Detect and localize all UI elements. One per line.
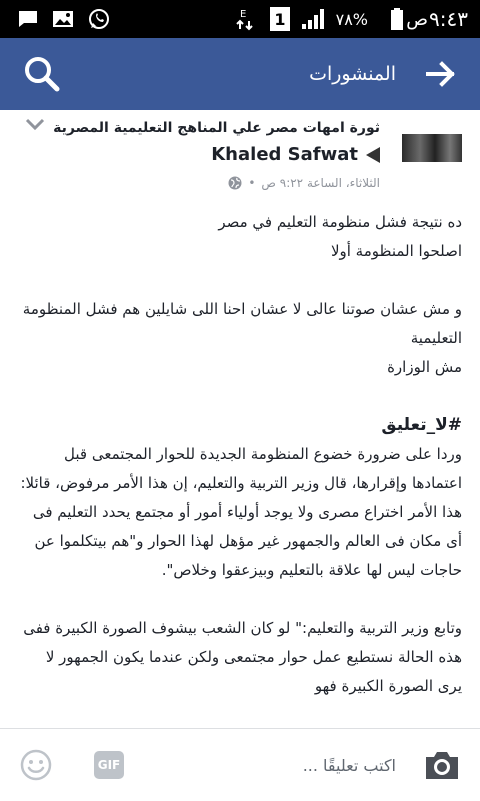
- post-line: وتابع وزير التربية والتعليم:" لو كان الشعب بيشوف الصورة الكبيرة ففى هذه الحالة نستطيع عمل حوار مجتمعى ولكن عندما يكون الجمهور لا يرى الصورة الكبيرة فهو: [23, 619, 462, 695]
- camera-icon[interactable]: [422, 745, 462, 785]
- search-icon[interactable]: [22, 54, 62, 94]
- comment-input[interactable]: اكتب تعليقًا ...: [302, 755, 396, 775]
- battery-icon: [390, 0, 404, 38]
- data-arrows-icon: [236, 0, 254, 38]
- app-bar: [0, 38, 480, 110]
- post-line: اصلحوا المنظومة أولا: [330, 242, 462, 260]
- page-title: المنشورات: [309, 63, 396, 85]
- chat-icon: [18, 0, 38, 38]
- post-line: وردا على ضرورة خضوع المنظومة الجديدة للحوار المجتمعى قبل اعتمادها وإقرارها، قال وزير التربية والتعليم، إن هذا الأمر مرفوض، قائلا: هذا الأمر اختراع مصرى ولا يوجد أولياء أمور أو مجتمع يحدد التعليم فى أى مكان فى العالم والجمهور غير مؤهل لهذا الحوار و"هم بيتكلموا عن حاجات ليس لها علاقة بالتعليم وبيزعقوا وخلاص".: [20, 445, 462, 579]
- chevron-down-icon[interactable]: [24, 116, 46, 132]
- globe-icon: [228, 176, 242, 190]
- time-period: ص: [406, 8, 428, 30]
- clock-time: ٩:٤٣: [429, 7, 468, 31]
- smiley-icon[interactable]: [20, 749, 52, 781]
- shared-to-arrow-icon: [366, 147, 380, 163]
- post-line: ده نتيجة فشل منظومة التعليم في مصر: [218, 213, 462, 231]
- sim-label: 1: [270, 7, 290, 31]
- arrow-icon[interactable]: [424, 58, 458, 90]
- gif-button[interactable]: GIF: [94, 751, 124, 779]
- post-card: [0, 110, 480, 728]
- group-name[interactable]: ثورة امهات مصر علي المناهج التعليمية المصرية: [53, 120, 380, 136]
- post-line: و مش عشان صوتنا عالى لا عشان احنا اللى شايلين هم فشل المنظومة التعليمية: [22, 300, 462, 347]
- author-name[interactable]: Khaled Safwat: [211, 144, 358, 165]
- sim-icon: [270, 0, 290, 38]
- avatar[interactable]: [402, 134, 462, 162]
- post-meta: [228, 176, 380, 190]
- post-line: مش الوزارة: [387, 358, 462, 376]
- comment-bar: [0, 728, 480, 801]
- battery-percent: ٧٨%: [335, 9, 368, 29]
- post-body: [18, 208, 462, 701]
- author-row: [211, 144, 380, 165]
- status-bar: [0, 0, 480, 38]
- timestamp[interactable]: الثلاثاء، الساعة ٩:٢٢ ص: [261, 176, 380, 190]
- signal-icon: [300, 0, 326, 38]
- meta-separator: •: [248, 176, 256, 190]
- whatsapp-icon: [88, 0, 110, 38]
- image-icon: [52, 0, 74, 38]
- network-type: E: [240, 9, 247, 20]
- hashtag-link[interactable]: #لا_تعليق: [381, 415, 462, 435]
